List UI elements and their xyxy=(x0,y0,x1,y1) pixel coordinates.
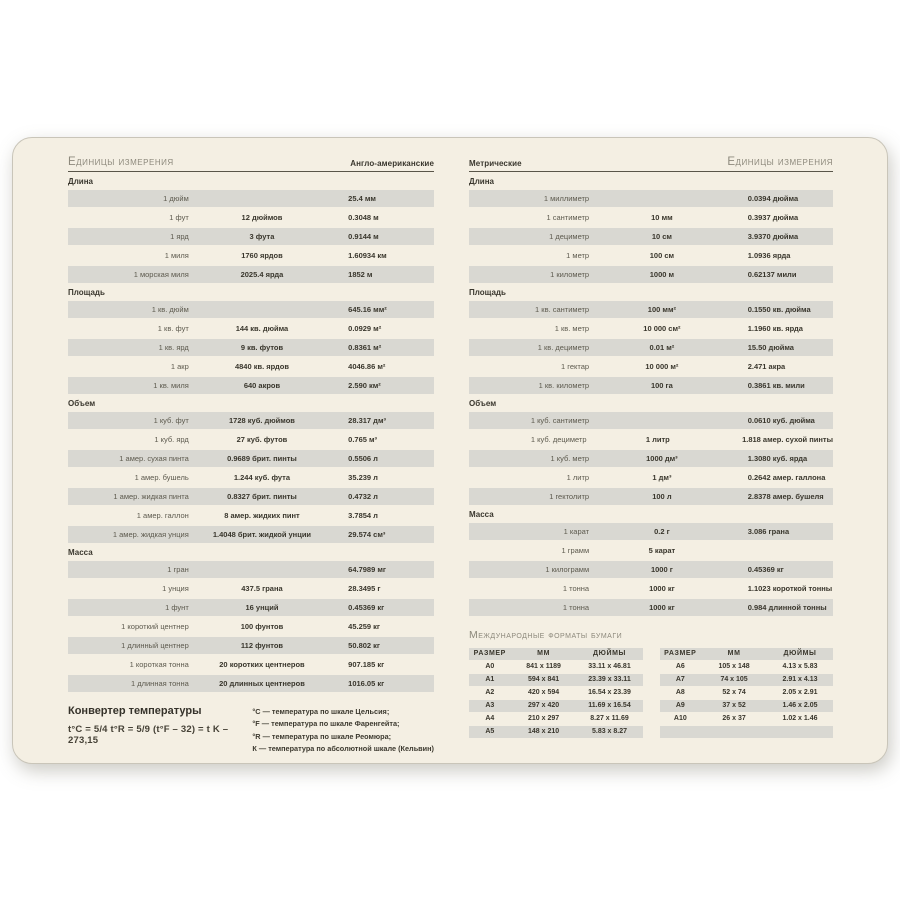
unit-cell: 1 кв. сантиметр xyxy=(535,305,590,314)
unit-cell: 1 куб. дециметр xyxy=(530,435,587,444)
paper-row xyxy=(660,687,834,699)
unit-cell: 1 амер. бушель xyxy=(134,473,189,482)
paper-row xyxy=(660,661,834,673)
table-row xyxy=(68,377,434,394)
value-cell: 0.3937 дюйма xyxy=(747,213,799,222)
ratio-cell: 1000 г xyxy=(650,565,673,574)
unit-cell: 1 километр xyxy=(550,270,590,279)
section-title: Длина xyxy=(68,177,93,186)
table-row xyxy=(469,190,833,207)
temperature-converter xyxy=(68,703,434,756)
table-row xyxy=(68,339,434,356)
value-cell: 1.3080 куб. ярда xyxy=(747,454,808,463)
value-cell: 0.0610 куб. дюйма xyxy=(747,416,815,425)
ratio-cell: 1000 кг xyxy=(649,584,675,593)
ratio-cell: 100 л xyxy=(652,492,672,501)
unit-cell: 1 длинная тонна xyxy=(130,679,189,688)
unit-cell: 1 амер. сухая пинта xyxy=(119,454,189,463)
temperature-formula: t°C = 5/4 t°R = 5/9 (t°F – 32) = t K – 273,15 xyxy=(68,724,229,746)
paper-row xyxy=(660,700,834,712)
mm-cell: ММ xyxy=(537,650,551,657)
paper-formats-tables xyxy=(469,648,833,739)
table-row xyxy=(68,507,434,524)
table-row xyxy=(68,247,434,264)
ratio-cell: 0.9689 брит. пинты xyxy=(227,454,297,463)
value-cell: 35.239 л xyxy=(348,473,378,482)
table-row xyxy=(68,450,434,467)
unit-cell: 1 карат xyxy=(563,527,590,536)
section-title: Масса xyxy=(469,510,494,519)
paper-formats-title: Международные форматы бумаги xyxy=(469,629,623,641)
unit-cell: 1 гран xyxy=(167,565,189,574)
table-row xyxy=(68,190,434,207)
value-cell: 0.2642 амер. галлона xyxy=(747,473,826,482)
table-row xyxy=(68,228,434,245)
table-row xyxy=(469,488,833,505)
unit-cell: 1 гектолитр xyxy=(549,492,590,501)
left-page-header xyxy=(68,151,434,168)
section-title: Объем xyxy=(68,399,96,408)
size-cell: РАЗМЕР xyxy=(473,650,506,657)
unit-cell: 1 фут xyxy=(169,213,189,222)
size-cell: A5 xyxy=(485,728,495,735)
ratio-cell: 20 длинных центнеров xyxy=(219,679,305,688)
unit-cell: 1 килограмм xyxy=(545,565,590,574)
paper-row xyxy=(660,726,834,738)
ratio-cell: 100 фунтов xyxy=(240,622,284,631)
ratio-cell: 1 дм³ xyxy=(652,473,672,482)
ratio-cell: 27 куб. футов xyxy=(236,435,288,444)
notebook-page xyxy=(12,137,888,764)
page-title: Единицы измерения xyxy=(68,156,174,168)
section-title: Объем xyxy=(469,399,497,408)
paper-row xyxy=(469,661,643,673)
value-cell: 907.185 кг xyxy=(348,660,385,669)
value-cell: 0.765 м³ xyxy=(348,435,378,444)
mm-cell: ММ xyxy=(727,650,741,657)
table-row xyxy=(469,431,833,448)
table-row xyxy=(469,339,833,356)
mm-cell: 26 x 37 xyxy=(722,715,746,722)
value-cell: 645.16 мм² xyxy=(348,305,387,314)
inch-cell: 23.39 x 33.11 xyxy=(588,676,631,683)
table-row xyxy=(68,618,434,635)
table-row xyxy=(68,469,434,486)
ratio-cell: 5 карат xyxy=(648,546,676,555)
size-cell: A10 xyxy=(673,715,687,722)
ratio-cell: 12 дюймов xyxy=(241,213,283,222)
ratio-cell: 1760 ярдов xyxy=(241,251,283,260)
ratio-cell: 20 коротких центнеров xyxy=(219,660,305,669)
value-cell: 45.259 кг xyxy=(348,622,381,631)
ratio-cell: 1 литр xyxy=(645,435,670,444)
ratio-cell: 112 фунтов xyxy=(240,641,284,650)
table-row xyxy=(469,209,833,226)
size-cell: A3 xyxy=(485,702,495,709)
mm-cell: 420 x 594 xyxy=(528,689,560,696)
ratio-cell: 100 га xyxy=(650,381,673,390)
unit-cell: 1 миллиметр xyxy=(543,194,590,203)
ratio-cell: 100 мм² xyxy=(647,305,676,314)
inch-cell: 5.83 x 8.27 xyxy=(591,728,628,735)
unit-cell: 1 гектар xyxy=(561,362,590,371)
inch-cell: 1.46 x 2.05 xyxy=(782,702,818,709)
mm-cell: 297 x 420 xyxy=(528,702,560,709)
legend-line: °R — температура по шкале Реомюра; xyxy=(252,731,392,741)
value-cell: 0.984 длинной тонны xyxy=(747,603,827,612)
unit-cell: 1 метр xyxy=(566,251,590,260)
value-cell: 0.45369 кг xyxy=(348,603,385,612)
page-subtitle: Англо-американские xyxy=(350,159,434,168)
mm-cell: 37 x 52 xyxy=(722,702,746,709)
ratio-cell: 100 см xyxy=(649,251,675,260)
table-row xyxy=(68,637,434,654)
unit-cell: 1 кв. километр xyxy=(538,381,590,390)
table-row xyxy=(469,247,833,264)
size-cell: A7 xyxy=(675,676,685,683)
value-cell: 2.590 км² xyxy=(348,381,381,390)
value-cell: 28.317 дм³ xyxy=(348,416,386,425)
unit-cell: 1 морская миля xyxy=(133,270,189,279)
size-cell: A1 xyxy=(485,676,495,683)
value-cell: 1.1960 кв. ярда xyxy=(747,324,803,333)
table-row xyxy=(469,228,833,245)
size-cell xyxy=(660,726,702,738)
unit-cell: 1 кв. ярд xyxy=(158,343,189,352)
section-title: Масса xyxy=(68,548,93,557)
section-title: Площадь xyxy=(68,288,105,297)
ratio-cell: 4840 кв. ярдов xyxy=(234,362,289,371)
left-page-column xyxy=(68,151,434,756)
table-row xyxy=(68,526,434,543)
value-cell: 0.0394 дюйма xyxy=(747,194,799,203)
paper-row xyxy=(469,674,643,686)
ratio-cell: 1000 дм³ xyxy=(646,454,678,463)
table-row xyxy=(68,412,434,429)
ratio-cell xyxy=(589,412,735,429)
header-divider xyxy=(68,171,434,172)
value-cell: 50.802 кг xyxy=(348,641,381,650)
paper-row xyxy=(660,713,834,725)
value-cell: 2.471 акра xyxy=(747,362,786,371)
table-row xyxy=(469,301,833,318)
inch-cell: 2.91 x 4.13 xyxy=(782,676,818,683)
inch-cell: ДЮЙМЫ xyxy=(593,650,626,657)
value-cell: 25.4 мм xyxy=(348,194,376,203)
value-cell: 0.45369 кг xyxy=(747,565,784,574)
table-row xyxy=(68,561,434,578)
table-row xyxy=(469,542,833,559)
page-subtitle: Метрические xyxy=(469,159,522,168)
value-cell: 15.50 дюйма xyxy=(747,343,794,352)
value-cell: 1.818 амер. сухой пинты xyxy=(742,435,833,444)
value-cell: 0.1550 кв. дюйма xyxy=(747,305,811,314)
value-cell: 0.8361 м² xyxy=(348,343,382,352)
size-cell: A2 xyxy=(485,689,495,696)
mm-cell xyxy=(701,726,767,738)
value-cell: 0.3861 кв. мили xyxy=(747,381,805,390)
value-cell: 28.3495 г xyxy=(348,584,381,593)
table-row xyxy=(469,377,833,394)
table-row xyxy=(469,599,833,616)
value-cell: 29.574 см³ xyxy=(348,530,386,539)
table-row xyxy=(469,266,833,283)
section-title: Площадь xyxy=(469,288,506,297)
paper-row xyxy=(469,700,643,712)
table-row xyxy=(469,523,833,540)
ratio-cell: 1728 куб. дюймов xyxy=(229,416,295,425)
unit-cell: 1 унция xyxy=(162,584,189,593)
ratio-cell: 0.8327 брит. пинты xyxy=(227,492,297,501)
inch-cell: ДЮЙМЫ xyxy=(783,650,817,657)
ratio-cell: 10 см xyxy=(651,232,672,241)
ratio-cell: 0.2 г xyxy=(654,527,670,536)
legend-line: К — температура по абсолютной шкале (Кельвин) xyxy=(252,744,434,754)
paper-row xyxy=(660,674,834,686)
ratio-cell: 10 мм xyxy=(651,213,673,222)
unit-cell: 1 кв. дюйм xyxy=(151,305,189,314)
unit-cell: 1 миля xyxy=(164,251,189,260)
value-cell: 2.8378 амер. бушеля xyxy=(747,492,824,501)
unit-cell: 1 куб. ярд xyxy=(154,435,189,444)
unit-cell: 1 куб. фут xyxy=(153,416,189,425)
ratio-cell: 1.244 куб. фута xyxy=(233,473,291,482)
table-row xyxy=(68,266,434,283)
unit-cell: 1 тонна xyxy=(562,603,590,612)
unit-cell: 1 куб. сантиметр xyxy=(530,416,590,425)
page-title: Единицы измерения xyxy=(727,156,833,168)
ratio-cell: 640 акров xyxy=(243,381,281,390)
value-cell: 1.0936 ярда xyxy=(747,251,791,260)
table-row xyxy=(469,358,833,375)
table-row xyxy=(68,675,434,692)
ratio-cell: 16 унций xyxy=(245,603,279,612)
unit-cell: 1 дециметр xyxy=(549,232,590,241)
right-unit-tables xyxy=(469,177,833,616)
paper-row xyxy=(469,726,643,738)
unit-cell: 1 акр xyxy=(170,362,189,371)
value-cell: 0.5506 л xyxy=(348,454,378,463)
ratio-cell: 437.5 грана xyxy=(241,584,283,593)
table-row xyxy=(469,561,833,578)
mm-cell: 210 x 297 xyxy=(528,715,560,722)
table-row xyxy=(68,320,434,337)
unit-cell: 1 амер. жидкая унция xyxy=(112,530,189,539)
size-cell: РАЗМЕР xyxy=(664,650,697,657)
value-cell: 3.9370 дюйма xyxy=(747,232,799,241)
ratio-cell xyxy=(189,190,335,207)
table-row xyxy=(469,450,833,467)
size-cell: A8 xyxy=(675,689,685,696)
table-row xyxy=(68,301,434,318)
size-cell: A6 xyxy=(675,663,685,670)
ratio-cell xyxy=(589,190,735,207)
paper-header-row xyxy=(469,648,643,660)
temperature-title: Конвертер температуры xyxy=(68,705,202,717)
size-cell: A9 xyxy=(675,702,685,709)
paper-formats-table-b xyxy=(660,648,834,739)
temperature-formula-block xyxy=(68,703,252,756)
inch-cell: 16.54 x 23.39 xyxy=(588,689,631,696)
inch-cell: 2.05 x 2.91 xyxy=(782,689,818,696)
table-row xyxy=(68,431,434,448)
table-row xyxy=(68,209,434,226)
unit-cell: 1 кв. дециметр xyxy=(537,343,590,352)
legend-line: °C — температура по шкале Цельсия; xyxy=(252,707,390,716)
table-row xyxy=(68,488,434,505)
value-cell: 3.086 грана xyxy=(747,527,790,536)
right-page-header xyxy=(469,151,833,168)
value-cell: 1.1023 короткой тонны xyxy=(747,584,833,593)
right-page-column xyxy=(469,151,833,739)
paper-row xyxy=(469,713,643,725)
paper-formats-table-a xyxy=(469,648,643,739)
inch-cell: 33.11 x 46.81 xyxy=(588,663,631,670)
table-row xyxy=(68,580,434,597)
value-cell: 0.62137 мили xyxy=(747,270,797,279)
ratio-cell xyxy=(189,561,335,578)
unit-cell: 1 ярд xyxy=(170,232,189,241)
unit-cell: 1 кв. миля xyxy=(153,381,189,390)
ratio-cell: 3 фута xyxy=(249,232,275,241)
value-cell: 0.4732 л xyxy=(348,492,378,501)
unit-cell: 1 кв. фут xyxy=(157,324,189,333)
paper-row xyxy=(469,687,643,699)
value-cell: 64.7989 мг xyxy=(348,565,387,574)
section-title: Длина xyxy=(469,177,494,186)
inch-cell: 4.13 x 5.83 xyxy=(782,663,818,670)
unit-cell: 1 амер. галлон xyxy=(136,511,189,520)
ratio-cell: 144 кв. дюйма xyxy=(235,324,289,333)
table-row xyxy=(469,412,833,429)
value-cell: 1.60934 км xyxy=(348,251,387,260)
value-cell: 1016.05 кг xyxy=(348,679,385,688)
unit-cell: 1 литр xyxy=(566,473,590,482)
value-cell: 3.7854 л xyxy=(348,511,378,520)
ratio-cell: 1.4048 брит. жидкой унции xyxy=(212,530,312,539)
inch-cell: 1.02 x 1.46 xyxy=(782,715,818,722)
inch-cell: 11.69 x 16.54 xyxy=(588,702,631,709)
paper-header-row xyxy=(660,648,834,660)
ratio-cell: 9 кв. футов xyxy=(240,343,284,352)
value-cell: 1852 м xyxy=(348,270,373,279)
table-row xyxy=(469,320,833,337)
value-cell: 4046.86 м² xyxy=(348,362,386,371)
mm-cell: 841 x 1189 xyxy=(526,663,561,670)
unit-cell: 1 длинный центнер xyxy=(121,641,189,650)
unit-cell: 1 кв. метр xyxy=(554,324,590,333)
ratio-cell: 10 000 см² xyxy=(643,324,681,333)
left-unit-tables xyxy=(68,177,434,692)
unit-cell: 1 сантиметр xyxy=(546,213,590,222)
mm-cell: 148 x 210 xyxy=(528,728,560,735)
temperature-legend xyxy=(252,703,434,756)
unit-cell: 1 короткая тонна xyxy=(129,660,189,669)
unit-cell: 1 короткий центнер xyxy=(121,622,189,631)
ratio-cell xyxy=(189,301,335,318)
ratio-cell: 8 амер. жидких пинт xyxy=(224,511,300,520)
header-divider xyxy=(469,171,833,172)
table-row xyxy=(68,656,434,673)
size-cell: A0 xyxy=(485,663,495,670)
unit-cell: 1 тонна xyxy=(562,584,590,593)
unit-cell: 1 дюйм xyxy=(163,194,189,203)
inch-cell xyxy=(767,726,833,738)
mm-cell: 74 x 105 xyxy=(720,676,748,683)
ratio-cell: 2025.4 ярда xyxy=(240,270,284,279)
unit-cell: 1 амер. жидкая пинта xyxy=(113,492,189,501)
mm-cell: 52 x 74 xyxy=(722,689,746,696)
ratio-cell: 0.01 м² xyxy=(649,343,675,352)
value-cell xyxy=(735,542,833,559)
unit-cell: 1 фунт xyxy=(165,603,189,612)
unit-cell: 1 куб. метр xyxy=(550,454,590,463)
ratio-cell: 1000 м xyxy=(649,270,675,279)
table-row xyxy=(469,580,833,597)
legend-line: °F — температура по шкале Фаренгейта; xyxy=(252,719,400,729)
mm-cell: 594 x 841 xyxy=(528,676,560,683)
table-row xyxy=(68,358,434,375)
inch-cell: 8.27 x 11.69 xyxy=(590,715,629,722)
value-cell: 0.0929 м² xyxy=(348,324,382,333)
table-row xyxy=(68,599,434,616)
mm-cell: 105 x 148 xyxy=(718,663,750,670)
size-cell: A4 xyxy=(485,715,495,722)
table-row xyxy=(469,469,833,486)
ratio-cell: 10 000 м² xyxy=(645,362,679,371)
value-cell: 0.9144 м xyxy=(348,232,379,241)
value-cell: 0.3048 м xyxy=(348,213,379,222)
unit-cell: 1 грамм xyxy=(561,546,590,555)
ratio-cell: 1000 кг xyxy=(649,603,675,612)
